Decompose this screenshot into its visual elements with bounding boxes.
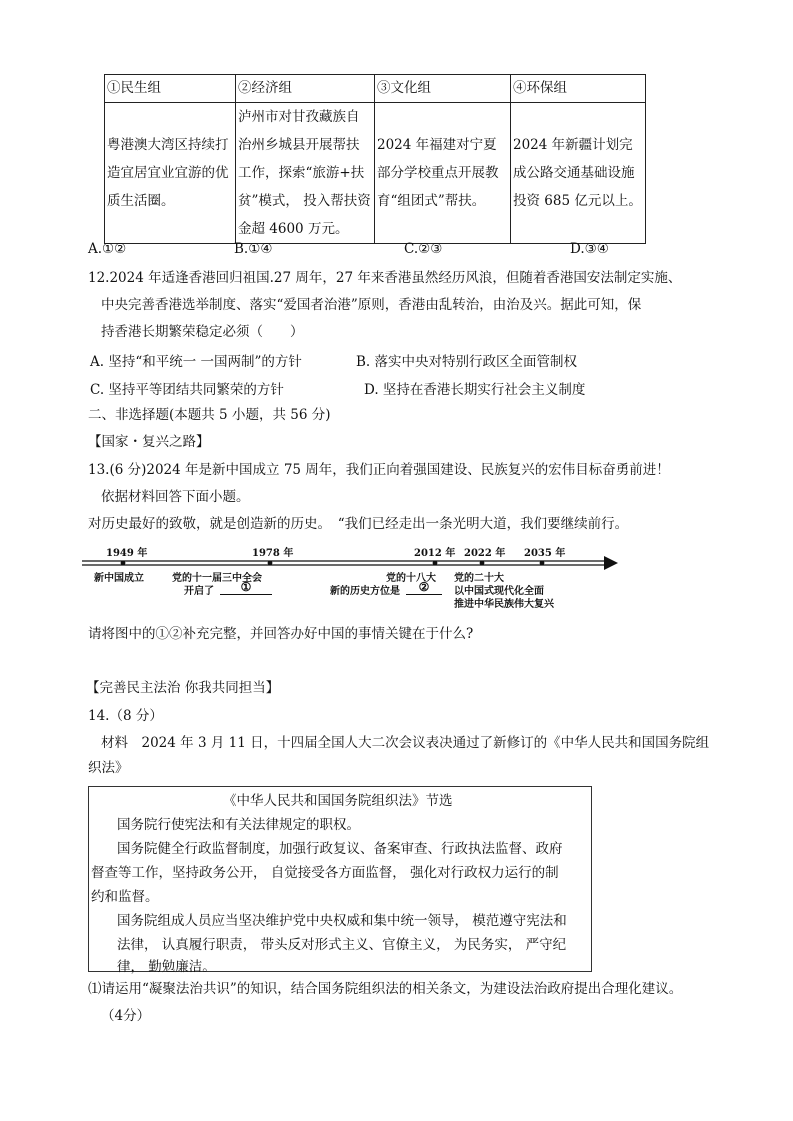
timeline-dot	[480, 561, 485, 566]
section-title: 二、非选择题(本题共 5 小题，共 56 分)	[88, 407, 331, 423]
law-box-line: 国务院行使宪法和有关法律规定的职权。	[117, 817, 360, 833]
timeline-label: 新的历史方位是	[330, 586, 400, 597]
law-box-title: 《中华人民共和国国务院组织法》节选	[223, 793, 453, 809]
timeline-year: 1978 年	[252, 548, 294, 559]
timeline-dot	[540, 561, 545, 566]
choice-b: B.①④	[234, 241, 273, 257]
q14-material: 材料 2024 年 3 月 11 日，十四届全国人大二次会议表决通过了新修订的《中华人民共和国国务院组	[101, 735, 710, 751]
table-cell: 2024 年新疆计划完成公路交通基础设施投资 685 亿元以上。	[511, 103, 646, 244]
timeline-label: 新中国成立	[94, 573, 144, 584]
timeline-year: 2022 年	[464, 548, 506, 559]
law-box-line: 法律， 认真履行职责， 带头反对形式主义、官僚主义， 为民务实， 严守纪	[117, 937, 567, 953]
choice-c: C.②③	[404, 241, 443, 257]
table-cell: 2024 年福建对宁夏部分学校重点开展教育“组团式”帮扶。	[375, 103, 511, 244]
q12-stem-line: 持香港长期繁荣稳定必须（ ）	[101, 324, 304, 340]
timeline-year: 2035 年	[524, 548, 566, 559]
section-subtitle: 【完善民主法治 你我共同担当】	[86, 680, 280, 696]
table-header-cell: ①民生组	[105, 75, 236, 103]
table-header-cell: ④环保组	[511, 75, 646, 103]
law-box-line: 国务院健全行政监督制度，加强行政复议、备案审查、行政执法监督、政府	[117, 841, 563, 857]
law-box-line: 约和监督。	[91, 889, 159, 905]
choice-d: D.③④	[570, 241, 609, 257]
timeline-dot	[268, 561, 273, 566]
law-excerpt-box	[88, 786, 592, 975]
timeline-label: 推进中华民族伟大复兴	[454, 599, 554, 610]
section-subtitle: 【国家・复兴之路】	[88, 434, 210, 450]
table-header-cell: ②经济组	[236, 75, 375, 103]
q12-stem-line: 中央完善香港选举制度、落实“爱国者治港”原则，香港由乱转治，由治及兴。据此可知，保	[101, 297, 642, 313]
q14-subquestion: ⑴请运用“凝聚法治共识”的知识，结合国务院组织法的相关条文，为建设法治政府提出合理化建议。	[88, 981, 683, 997]
table-header-cell: ③文化组	[375, 75, 511, 103]
timeline-blank-1: ①	[220, 580, 272, 595]
q13-line: 依据材料回答下面小题。	[101, 489, 250, 505]
options-table	[104, 74, 646, 244]
q14-subquestion-points: （4分）	[101, 1008, 151, 1024]
q14-material: 织法》	[88, 760, 129, 776]
q12-choice-b: B. 落实中央对特别行政区全面管制权	[356, 354, 578, 370]
q13-question: 请将图中的①②补充完整，并回答办好中国的事情关键在于什么?	[88, 626, 474, 642]
timeline-label: 开启了	[184, 586, 214, 597]
timeline-label: 党的十八大	[386, 573, 436, 584]
timeline-label: 党的二十大	[454, 573, 504, 584]
timeline-year: 1949 年	[106, 548, 148, 559]
q12-stem-line: 12.2024 年适逢香港回归祖国.27 周年，27 年来香港虽然经历风浪，但随着香港国安法制定实施、	[88, 270, 682, 286]
q12-choice-d: D. 坚持在香港长期实行社会主义制度	[364, 382, 586, 398]
q13-line: 13.(6 分)2024 年是新中国成立 75 周年，我们正向着强国建设、民族复兴的宏伟目标奋勇前进！	[88, 462, 670, 478]
law-box-line: 律， 勤勉廉洁。	[117, 959, 216, 975]
timeline-dot	[433, 561, 438, 566]
q13-line: 对历史最好的致敬，就是创造新的历史。 “我们已经走出一条光明大道，我们要继续前行。	[88, 516, 629, 532]
timeline-blank-2: ②	[406, 580, 442, 595]
history-timeline	[80, 542, 620, 610]
law-box-line: 国务院组成人员应当坚决维护党中央权威和集中统一领导， 模范遵守宪法和	[117, 913, 567, 929]
law-box-line: 督查等工作，坚持政务公开， 自觉接受各方面监督， 强化对行政权力运行的制	[91, 865, 559, 881]
q14-number: 14.（8 分）	[88, 708, 163, 724]
table-cell: 泸州市对甘孜藏族自治州乡城县开展帮扶工作，探索“旅游+扶贫”模式， 投入帮扶资金超 4600 万元。	[236, 103, 375, 244]
timeline-dot	[121, 561, 126, 566]
choice-a: A.①②	[88, 241, 127, 257]
timeline-year: 2012 年	[414, 548, 456, 559]
timeline-label: 党的十一届三中全会	[172, 573, 262, 584]
q12-choice-c: C. 坚持平等团结共同繁荣的方针	[90, 382, 284, 398]
timeline-label: 以中国式现代化全面	[454, 586, 544, 597]
table-cell: 粤港澳大湾区持续打造宜居宜业宜游的优质生活圈。	[105, 103, 236, 244]
q12-choice-a: A. 坚持“和平统一 一国两制”的方针	[90, 354, 302, 370]
